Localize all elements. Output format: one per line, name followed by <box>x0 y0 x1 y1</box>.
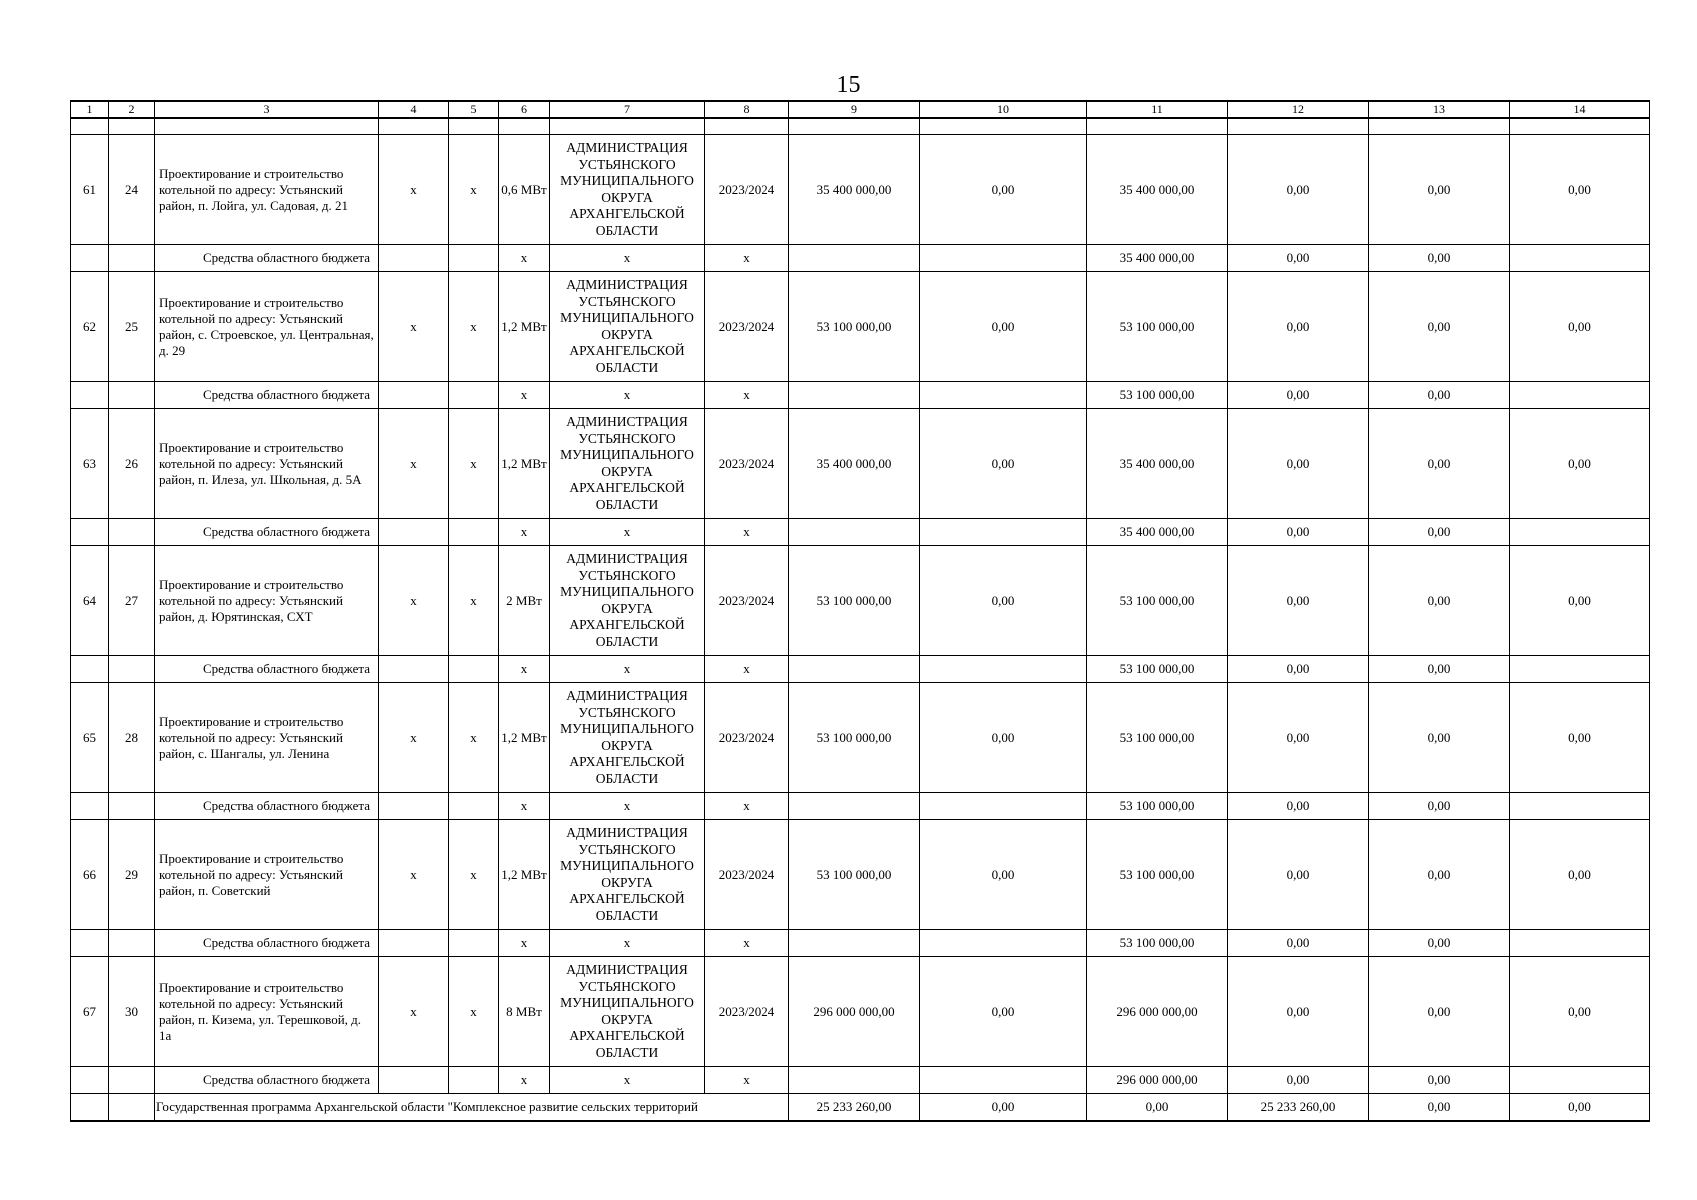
funding-source-row <box>71 930 1650 957</box>
amount-cell: 53 100 000,00 <box>1087 683 1228 793</box>
row-number-cell: 62 <box>71 272 109 382</box>
amount-cell: 53 100 000,00 <box>789 820 920 930</box>
cell <box>379 656 449 683</box>
cell: х <box>379 546 449 656</box>
organization-cell: АДМИНИСТРАЦИЯ УСТЬЯНСКОГО МУНИЦИПАЛЬНОГО ОКРУГА АРХАНГЕЛЬСКОЙ ОБЛАСТИ <box>550 272 705 382</box>
amount-cell: 0,00 <box>920 1094 1087 1122</box>
cell: х <box>550 930 705 957</box>
amount-cell: 0,00 <box>1510 272 1650 382</box>
cell: х <box>705 656 789 683</box>
row-number-cell: 63 <box>71 409 109 519</box>
project-name-cell: Проектирование и строительство котельной по адресу: Устьянский район, п. Илеза, ул. Школьная, д. 5А <box>155 409 379 519</box>
amount-cell: 35 400 000,00 <box>1087 245 1228 272</box>
cell: х <box>449 135 499 245</box>
amount-cell: 296 000 000,00 <box>1087 1067 1228 1094</box>
cell: х <box>449 683 499 793</box>
cell <box>71 793 109 820</box>
period-cell: 2023/2024 <box>705 820 789 930</box>
row-number-cell: 64 <box>71 546 109 656</box>
amount-cell: 0,00 <box>1510 546 1650 656</box>
amount-cell: 0,00 <box>1369 930 1510 957</box>
project-name-cell: Проектирование и строительство котельной по адресу: Устьянский район, с. Шангалы, ул. Ленина <box>155 683 379 793</box>
amount-cell: 0,00 <box>1369 135 1510 245</box>
amount-cell: 0,00 <box>1228 546 1369 656</box>
column-header: 14 <box>1510 101 1650 118</box>
column-number-row <box>71 101 1650 118</box>
cell <box>1510 245 1650 272</box>
project-row <box>71 820 1650 930</box>
amount-cell: 0,00 <box>1369 957 1510 1067</box>
amount-cell: 53 100 000,00 <box>1087 793 1228 820</box>
cell <box>379 1067 449 1094</box>
cell: х <box>705 382 789 409</box>
period-cell: 2023/2024 <box>705 546 789 656</box>
cell: х <box>499 793 550 820</box>
amount-cell: 0,00 <box>1369 245 1510 272</box>
amount-cell: 296 000 000,00 <box>1087 957 1228 1067</box>
row-number-cell: 67 <box>71 957 109 1067</box>
cell <box>449 245 499 272</box>
column-header: 7 <box>550 101 705 118</box>
amount-cell: 53 100 000,00 <box>1087 272 1228 382</box>
funding-source-label: Средства областного бюджета <box>155 519 379 546</box>
cell: х <box>449 957 499 1067</box>
cell <box>449 930 499 957</box>
cell <box>920 793 1087 820</box>
cell <box>920 930 1087 957</box>
cell <box>789 245 920 272</box>
column-header: 3 <box>155 101 379 118</box>
sub-number-cell: 24 <box>109 135 155 245</box>
period-cell: 2023/2024 <box>705 409 789 519</box>
cell <box>920 519 1087 546</box>
program-total-label: Государственная программа Архангельской области "Комплексное развитие сельских территорий <box>155 1094 789 1122</box>
cell <box>920 1067 1087 1094</box>
cell <box>449 793 499 820</box>
column-header: 4 <box>379 101 449 118</box>
amount-cell: 0,00 <box>1228 409 1369 519</box>
cell: х <box>705 245 789 272</box>
funding-source-row <box>71 1067 1650 1094</box>
cell: х <box>499 656 550 683</box>
program-total-row <box>71 1094 1650 1122</box>
cell: х <box>379 683 449 793</box>
page-number: 15 <box>836 72 861 98</box>
amount-cell: 53 100 000,00 <box>1087 656 1228 683</box>
cell: х <box>499 245 550 272</box>
capacity-cell: 1,2 МВт <box>499 272 550 382</box>
column-header: 1 <box>71 101 109 118</box>
cell: х <box>379 135 449 245</box>
amount-cell: 53 100 000,00 <box>1087 820 1228 930</box>
period-cell: 2023/2024 <box>705 957 789 1067</box>
cell: х <box>705 1067 789 1094</box>
cell: х <box>449 272 499 382</box>
cell: х <box>379 820 449 930</box>
project-row <box>71 272 1650 382</box>
amount-cell: 0,00 <box>1369 409 1510 519</box>
amount-cell: 0,00 <box>1228 930 1369 957</box>
funding-source-row <box>71 519 1650 546</box>
amount-cell: 35 400 000,00 <box>1087 135 1228 245</box>
cell <box>379 245 449 272</box>
amount-cell: 0,00 <box>1228 957 1369 1067</box>
capacity-cell: 1,2 МВт <box>499 820 550 930</box>
cell <box>71 519 109 546</box>
column-header: 12 <box>1228 101 1369 118</box>
period-cell: 2023/2024 <box>705 272 789 382</box>
project-row <box>71 409 1650 519</box>
column-header: 10 <box>920 101 1087 118</box>
amount-cell: 53 100 000,00 <box>789 546 920 656</box>
organization-cell: АДМИНИСТРАЦИЯ УСТЬЯНСКОГО МУНИЦИПАЛЬНОГО ОКРУГА АРХАНГЕЛЬСКОЙ ОБЛАСТИ <box>550 820 705 930</box>
project-name-cell: Проектирование и строительство котельной по адресу: Устьянский район, п. Советский <box>155 820 379 930</box>
table-body <box>71 101 1650 1121</box>
row-number-cell: 65 <box>71 683 109 793</box>
cell <box>920 382 1087 409</box>
cell <box>109 245 155 272</box>
amount-cell: 0,00 <box>1228 1067 1369 1094</box>
amount-cell: 0,00 <box>1369 1067 1510 1094</box>
amount-cell: 0,00 <box>1510 820 1650 930</box>
cell <box>789 930 920 957</box>
cell: х <box>379 272 449 382</box>
column-header: 11 <box>1087 101 1228 118</box>
funding-source-row <box>71 656 1650 683</box>
cell <box>1510 793 1650 820</box>
cell <box>1510 382 1650 409</box>
amount-cell: 0,00 <box>1369 519 1510 546</box>
amount-cell: 0,00 <box>920 683 1087 793</box>
amount-cell: 35 400 000,00 <box>789 135 920 245</box>
column-header: 13 <box>1369 101 1510 118</box>
cell: х <box>550 656 705 683</box>
cell <box>1510 1067 1650 1094</box>
blank-row <box>71 118 1650 135</box>
sub-number-cell: 30 <box>109 957 155 1067</box>
cell <box>379 519 449 546</box>
project-row <box>71 546 1650 656</box>
amount-cell: 296 000 000,00 <box>789 957 920 1067</box>
column-header: 6 <box>499 101 550 118</box>
cell <box>71 1094 109 1122</box>
funding-source-row <box>71 793 1650 820</box>
funding-source-label: Средства областного бюджета <box>155 1067 379 1094</box>
amount-cell: 0,00 <box>1369 382 1510 409</box>
amount-cell: 0,00 <box>1369 656 1510 683</box>
cell <box>71 1067 109 1094</box>
amount-cell: 53 100 000,00 <box>1087 546 1228 656</box>
cell <box>71 930 109 957</box>
funding-source-label: Средства областного бюджета <box>155 793 379 820</box>
amount-cell: 0,00 <box>1510 1094 1650 1122</box>
organization-cell: АДМИНИСТРАЦИЯ УСТЬЯНСКОГО МУНИЦИПАЛЬНОГО ОКРУГА АРХАНГЕЛЬСКОЙ ОБЛАСТИ <box>550 957 705 1067</box>
cell: х <box>449 820 499 930</box>
column-header: 9 <box>789 101 920 118</box>
cell <box>789 1067 920 1094</box>
amount-cell: 0,00 <box>1369 683 1510 793</box>
cell: х <box>705 793 789 820</box>
cell: х <box>499 519 550 546</box>
project-name-cell: Проектирование и строительство котельной по адресу: Устьянский район, д. Юрятинская, СХТ <box>155 546 379 656</box>
amount-cell: 0,00 <box>1510 683 1650 793</box>
amount-cell: 0,00 <box>920 272 1087 382</box>
amount-cell: 0,00 <box>1228 135 1369 245</box>
amount-cell: 53 100 000,00 <box>789 272 920 382</box>
project-row <box>71 683 1650 793</box>
amount-cell: 0,00 <box>920 820 1087 930</box>
amount-cell: 0,00 <box>920 135 1087 245</box>
cell <box>789 519 920 546</box>
cell: х <box>550 519 705 546</box>
period-cell: 2023/2024 <box>705 683 789 793</box>
funding-source-label: Средства областного бюджета <box>155 656 379 683</box>
cell <box>109 519 155 546</box>
capacity-cell: 0,6 МВт <box>499 135 550 245</box>
row-number-cell: 61 <box>71 135 109 245</box>
organization-cell: АДМИНИСТРАЦИЯ УСТЬЯНСКОГО МУНИЦИПАЛЬНОГО ОКРУГА АРХАНГЕЛЬСКОЙ ОБЛАСТИ <box>550 135 705 245</box>
project-name-cell: Проектирование и строительство котельной по адресу: Устьянский район, п. Кизема, ул. Терешковой, д. 1а <box>155 957 379 1067</box>
cell <box>1510 656 1650 683</box>
amount-cell: 0,00 <box>920 409 1087 519</box>
amount-cell: 0,00 <box>1510 957 1650 1067</box>
funding-source-row <box>71 382 1650 409</box>
cell: х <box>499 382 550 409</box>
column-header: 8 <box>705 101 789 118</box>
organization-cell: АДМИНИСТРАЦИЯ УСТЬЯНСКОГО МУНИЦИПАЛЬНОГО ОКРУГА АРХАНГЕЛЬСКОЙ ОБЛАСТИ <box>550 683 705 793</box>
funding-source-label: Средства областного бюджета <box>155 930 379 957</box>
amount-cell: 25 233 260,00 <box>789 1094 920 1122</box>
period-cell: 2023/2024 <box>705 135 789 245</box>
capacity-cell: 2 МВт <box>499 546 550 656</box>
cell: х <box>705 519 789 546</box>
amount-cell: 0,00 <box>1228 683 1369 793</box>
amount-cell: 0,00 <box>1228 519 1369 546</box>
cell <box>789 793 920 820</box>
amount-cell: 53 100 000,00 <box>1087 382 1228 409</box>
cell <box>109 930 155 957</box>
amount-cell: 0,00 <box>1369 546 1510 656</box>
project-name-cell: Проектирование и строительство котельной по адресу: Устьянский район, с. Строевское, ул. Центральная, д. 29 <box>155 272 379 382</box>
cell: х <box>550 1067 705 1094</box>
cell <box>71 245 109 272</box>
cell: х <box>550 793 705 820</box>
funding-source-label: Средства областного бюджета <box>155 382 379 409</box>
program-table <box>70 100 1650 1122</box>
funding-source-label: Средства областного бюджета <box>155 245 379 272</box>
cell <box>109 382 155 409</box>
project-name-cell: Проектирование и строительство котельной по адресу: Устьянский район, п. Лойга, ул. Садовая, д. 21 <box>155 135 379 245</box>
cell <box>379 930 449 957</box>
amount-cell: 35 400 000,00 <box>789 409 920 519</box>
cell <box>71 382 109 409</box>
cell: х <box>499 930 550 957</box>
amount-cell: 0,00 <box>1510 135 1650 245</box>
cell <box>449 656 499 683</box>
sub-number-cell: 26 <box>109 409 155 519</box>
row-number-cell: 66 <box>71 820 109 930</box>
amount-cell: 0,00 <box>1369 272 1510 382</box>
cell <box>1510 519 1650 546</box>
cell: х <box>550 245 705 272</box>
cell <box>449 1067 499 1094</box>
organization-cell: АДМИНИСТРАЦИЯ УСТЬЯНСКОГО МУНИЦИПАЛЬНОГО ОКРУГА АРХАНГЕЛЬСКОЙ ОБЛАСТИ <box>550 546 705 656</box>
cell <box>789 656 920 683</box>
amount-cell: 0,00 <box>1228 382 1369 409</box>
organization-cell: АДМИНИСТРАЦИЯ УСТЬЯНСКОГО МУНИЦИПАЛЬНОГО ОКРУГА АРХАНГЕЛЬСКОЙ ОБЛАСТИ <box>550 409 705 519</box>
amount-cell: 0,00 <box>1228 245 1369 272</box>
amount-cell: 53 100 000,00 <box>1087 930 1228 957</box>
column-header: 5 <box>449 101 499 118</box>
amount-cell: 0,00 <box>1228 820 1369 930</box>
sub-number-cell: 25 <box>109 272 155 382</box>
amount-cell: 0,00 <box>1369 793 1510 820</box>
amount-cell: 35 400 000,00 <box>1087 409 1228 519</box>
funding-source-row <box>71 245 1650 272</box>
cell <box>789 382 920 409</box>
sub-number-cell: 28 <box>109 683 155 793</box>
amount-cell: 0,00 <box>1228 272 1369 382</box>
sub-number-cell: 29 <box>109 820 155 930</box>
cell <box>920 656 1087 683</box>
amount-cell: 0,00 <box>1087 1094 1228 1122</box>
cell <box>109 1094 155 1122</box>
cell: х <box>550 382 705 409</box>
cell: х <box>449 546 499 656</box>
cell <box>379 382 449 409</box>
capacity-cell: 1,2 МВт <box>499 683 550 793</box>
amount-cell: 0,00 <box>920 546 1087 656</box>
cell <box>449 519 499 546</box>
cell: х <box>379 957 449 1067</box>
cell <box>71 656 109 683</box>
amount-cell: 0,00 <box>1369 1094 1510 1122</box>
capacity-cell: 1,2 МВт <box>499 409 550 519</box>
cell <box>109 793 155 820</box>
amount-cell: 0,00 <box>1228 793 1369 820</box>
project-row <box>71 135 1650 245</box>
amount-cell: 0,00 <box>920 957 1087 1067</box>
cell: х <box>449 409 499 519</box>
amount-cell: 35 400 000,00 <box>1087 519 1228 546</box>
cell: х <box>379 409 449 519</box>
cell <box>109 656 155 683</box>
amount-cell: 0,00 <box>1369 820 1510 930</box>
project-row <box>71 957 1650 1067</box>
column-header: 2 <box>109 101 155 118</box>
amount-cell: 53 100 000,00 <box>789 683 920 793</box>
cell: х <box>499 1067 550 1094</box>
cell <box>109 1067 155 1094</box>
cell <box>920 245 1087 272</box>
cell: х <box>705 930 789 957</box>
cell <box>449 382 499 409</box>
cell <box>1510 930 1650 957</box>
cell <box>379 793 449 820</box>
capacity-cell: 8 МВт <box>499 957 550 1067</box>
sub-number-cell: 27 <box>109 546 155 656</box>
amount-cell: 25 233 260,00 <box>1228 1094 1369 1122</box>
amount-cell: 0,00 <box>1510 409 1650 519</box>
amount-cell: 0,00 <box>1228 656 1369 683</box>
